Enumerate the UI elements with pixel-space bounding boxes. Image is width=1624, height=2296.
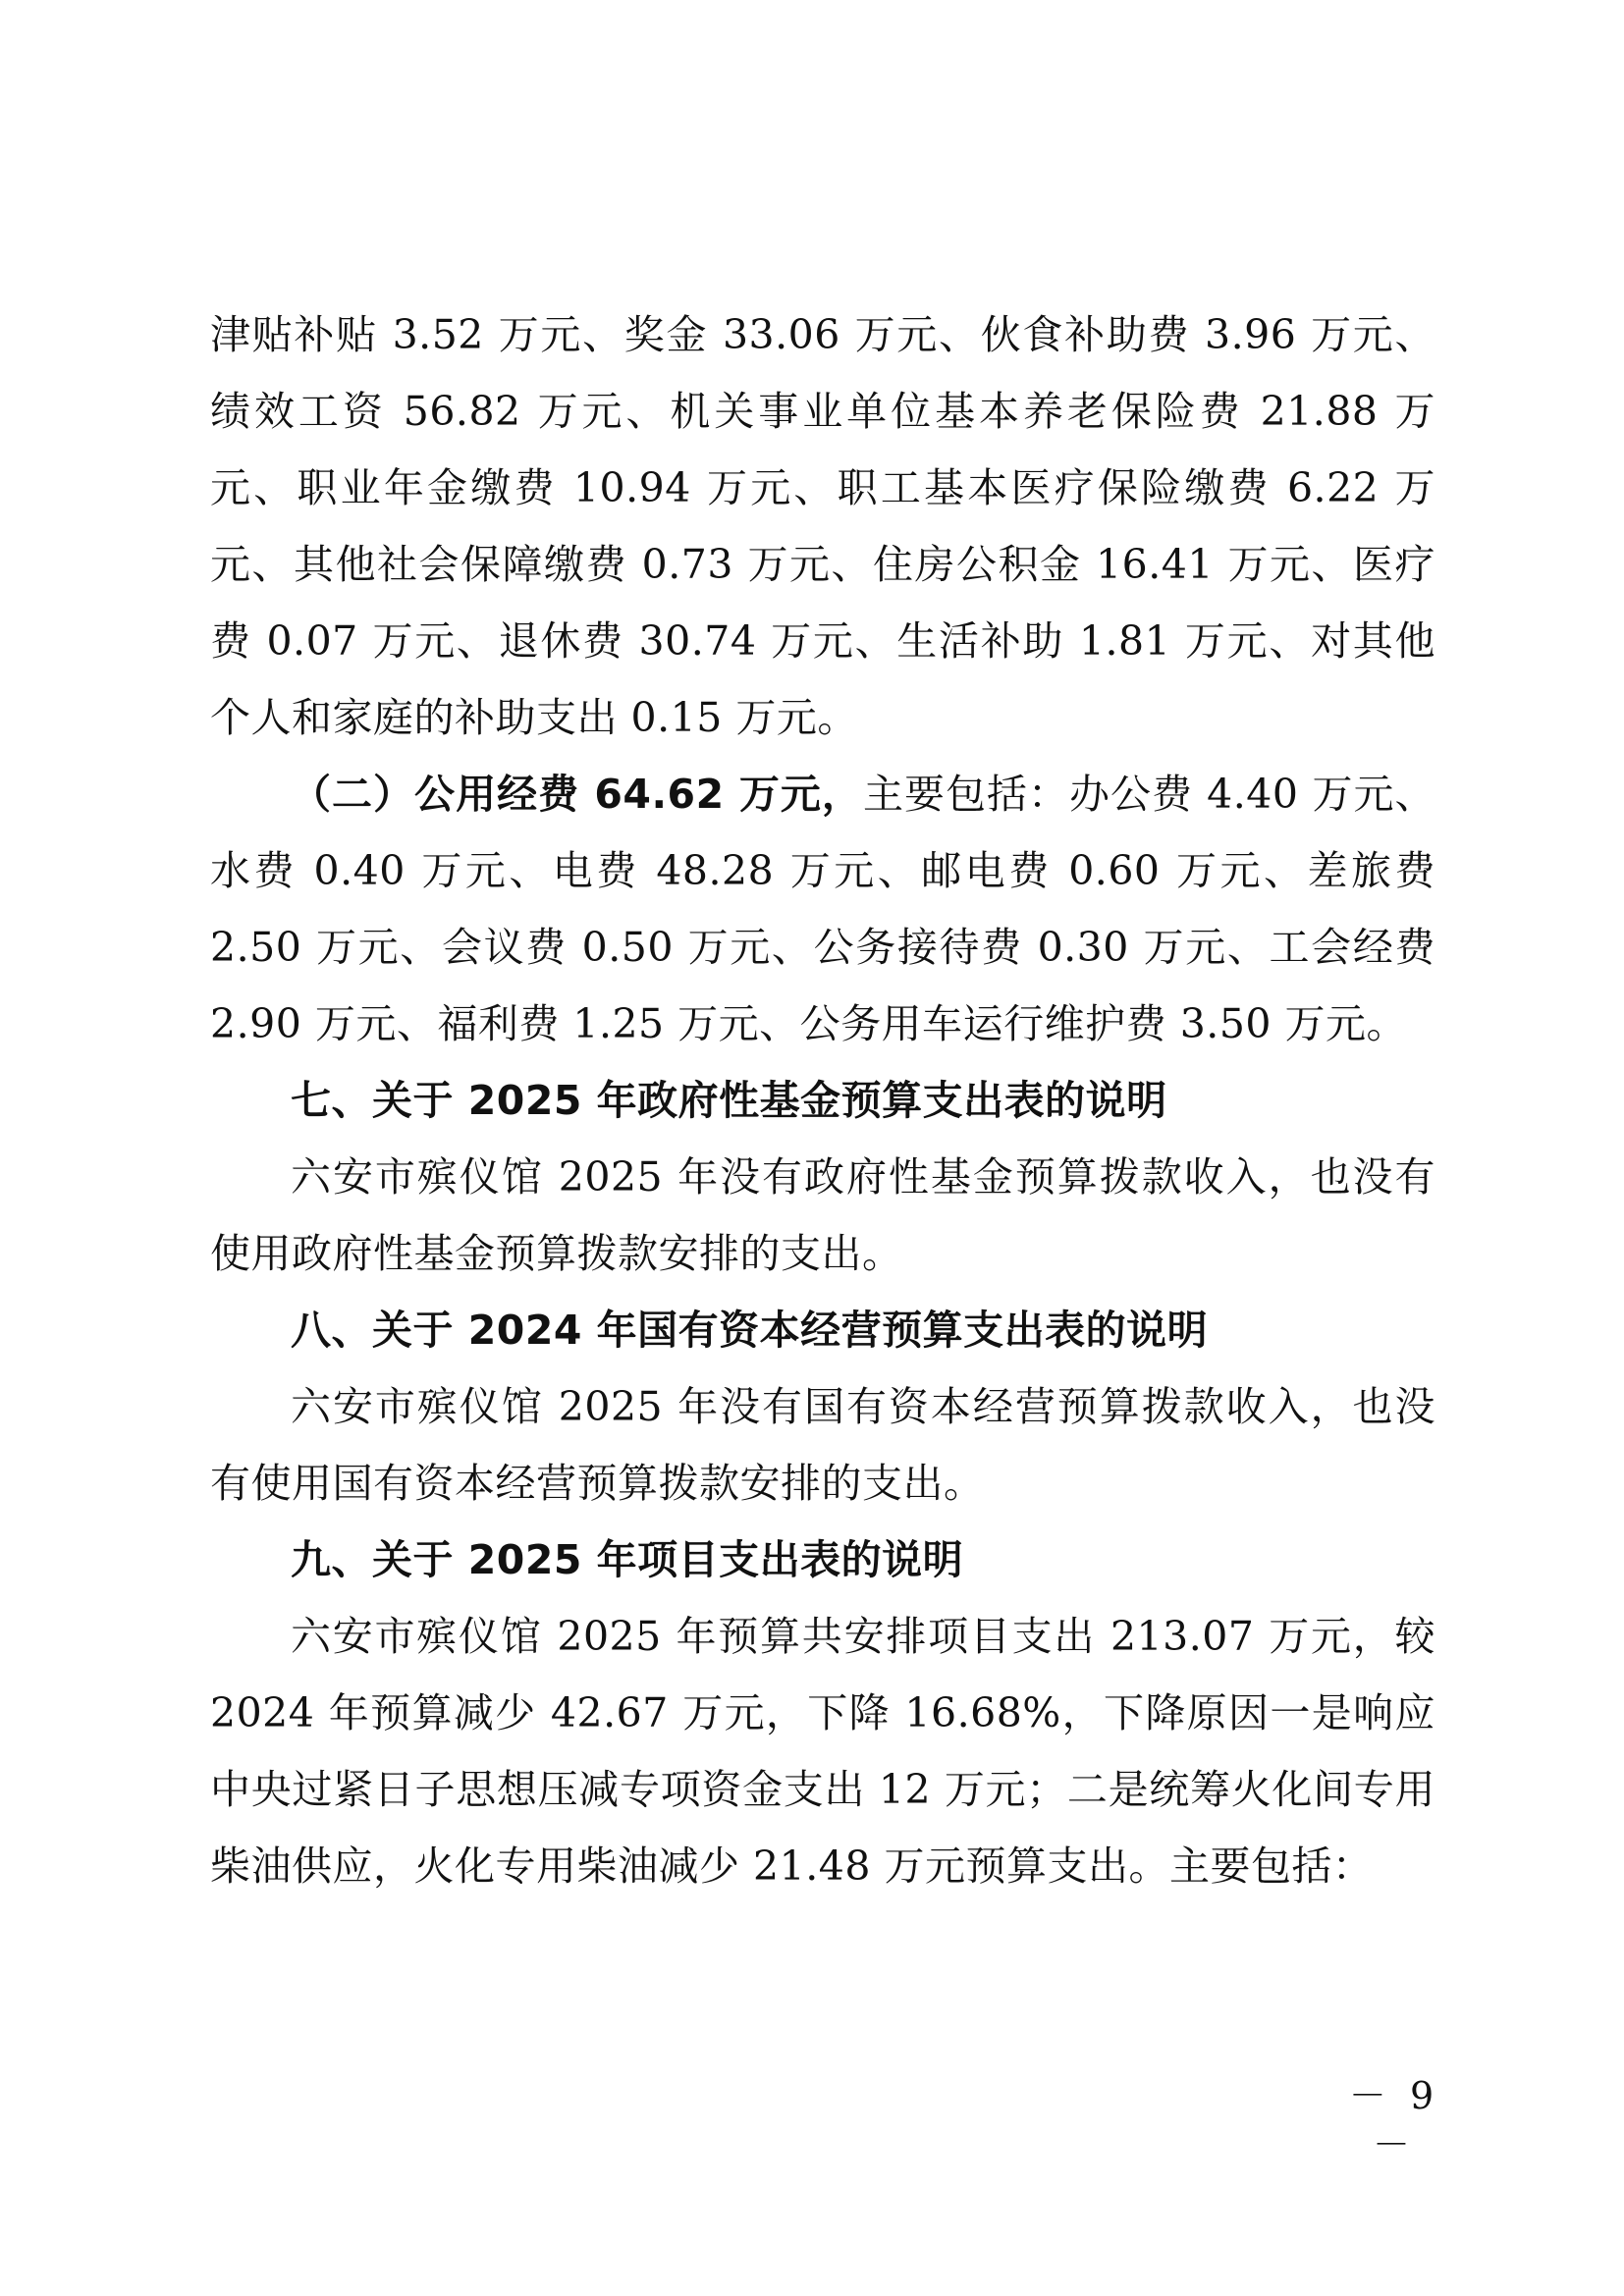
public-expenses-heading: （二）公用经费 64.62 万元， bbox=[291, 771, 863, 818]
public-expenses-detail: 主要包括：办公费 4.40 万元、水费 0.40 万元、电费 48.28 万元、邮电费 0.60 万元、差旅费 2.50 万元、会议费 0.50 万元、公务接待费 0.30 万元、工会经费 2.90 万元、福利费 1.25 万元、公务用车运行维护费 3.50 万元。 bbox=[210, 771, 1435, 1047]
page-number: － 9 － bbox=[1348, 2074, 1440, 2166]
paragraph-public-expenses bbox=[210, 756, 1435, 1062]
section-heading-9: 九、关于 2025 年项目支出表的说明 bbox=[291, 1536, 964, 1583]
paragraph-personnel-expenses: 津贴补贴 3.52 万元、奖金 33.06 万元、伙食补助费 3.96 万元、绩效工资 56.82 万元、机关事业单位基本养老保险费 21.88 万元、职业年金缴费 10.94 万元、职工基本医疗保险缴费 6.22 万元、其他社会保障缴费 0.73 万元、住房公积金 16.41 万元、医疗费 0.07 万元、退休费 30.74 万元、生活补助 1.81 万元、对其他个人和家庭的补助支出 0.15 万元。 bbox=[210, 311, 1435, 741]
paragraph-section-8: 六安市殡仪馆 2025 年没有国有资本经营预算拨款收入，也没有使用国有资本经营预算拨款安排的支出。 bbox=[210, 1383, 1435, 1507]
paragraph-section-9: 六安市殡仪馆 2025 年预算共安排项目支出 213.07 万元，较 2024 年预算减少 42.67 万元，下降 16.68%，下降原因一是响应中央过紧日子思想压减专项资金支出 12 万元；二是统筹火化间专用柴油供应，火化专用柴油减少 21.48 万元预算支出。主要包括： bbox=[210, 1613, 1435, 1890]
section-heading-8: 八、关于 2024 年国有资本经营预算支出表的说明 bbox=[291, 1307, 1209, 1354]
paragraph-section-7: 六安市殡仪馆 2025 年没有政府性基金预算拨款收入，也没有使用政府性基金预算拨款安排的支出。 bbox=[210, 1153, 1435, 1277]
section-heading-7: 七、关于 2025 年政府性基金预算支出表的说明 bbox=[291, 1077, 1167, 1124]
document-body bbox=[210, 296, 1435, 1904]
